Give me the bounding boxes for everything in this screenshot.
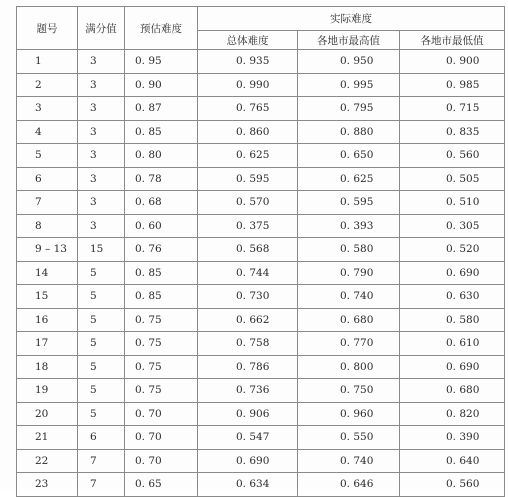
cell-region-min: 0. 690 — [400, 355, 505, 379]
cell-region-max: 0. 790 — [298, 261, 400, 285]
cell-question: 20 — [17, 402, 78, 426]
cell-estimated: 0. 87 — [125, 97, 198, 121]
cell-full-score: 3 — [78, 144, 125, 168]
cell-region-max: 0. 740 — [298, 285, 400, 309]
cell-question: 8 — [17, 214, 78, 238]
cell-overall: 0. 765 — [198, 97, 298, 121]
cell-full-score: 7 — [78, 473, 125, 497]
cell-region-min: 0. 630 — [400, 285, 505, 309]
table-row — [17, 449, 505, 473]
cell-full-score: 3 — [78, 167, 125, 191]
table-row — [17, 214, 505, 238]
table-row — [17, 332, 505, 356]
cell-region-min: 0. 900 — [400, 50, 505, 74]
cell-question: 17 — [17, 332, 78, 356]
table-header — [17, 7, 505, 50]
table-body — [17, 50, 505, 497]
table-row — [17, 144, 505, 168]
cell-overall: 0. 595 — [198, 167, 298, 191]
cell-question: 18 — [17, 355, 78, 379]
header-actual-difficulty: 实际难度 — [198, 7, 505, 31]
cell-region-min: 0. 715 — [400, 97, 505, 121]
cell-region-min: 0. 835 — [400, 120, 505, 144]
cell-region-min: 0. 510 — [400, 191, 505, 215]
cell-region-max: 0. 550 — [298, 426, 400, 450]
cell-region-min: 0. 520 — [400, 238, 505, 262]
cell-overall: 0. 634 — [198, 473, 298, 497]
cell-overall: 0. 730 — [198, 285, 298, 309]
cell-region-min: 0. 560 — [400, 473, 505, 497]
cell-full-score: 6 — [78, 426, 125, 450]
cell-estimated: 0. 85 — [125, 261, 198, 285]
cell-overall: 0. 568 — [198, 238, 298, 262]
cell-full-score: 3 — [78, 97, 125, 121]
cell-region-max: 0. 580 — [298, 238, 400, 262]
cell-estimated: 0. 85 — [125, 120, 198, 144]
cell-question: 5 — [17, 144, 78, 168]
header-overall-difficulty: 总体难度 — [198, 31, 298, 50]
cell-overall: 0. 662 — [198, 308, 298, 332]
cell-overall: 0. 758 — [198, 332, 298, 356]
cell-question: 9 – 13 — [17, 238, 78, 262]
cell-region-min: 0. 640 — [400, 449, 505, 473]
cell-estimated: 0. 80 — [125, 144, 198, 168]
cell-overall: 0. 690 — [198, 449, 298, 473]
cell-estimated: 0. 95 — [125, 50, 198, 74]
cell-full-score: 3 — [78, 214, 125, 238]
cell-region-min: 0. 505 — [400, 167, 505, 191]
table-row — [17, 167, 505, 191]
cell-full-score: 5 — [78, 308, 125, 332]
cell-question: 21 — [17, 426, 78, 450]
cell-question: 3 — [17, 97, 78, 121]
cell-question: 6 — [17, 167, 78, 191]
cell-full-score: 3 — [78, 50, 125, 74]
cell-question: 15 — [17, 285, 78, 309]
cell-region-min: 0. 690 — [400, 261, 505, 285]
cell-estimated: 0. 76 — [125, 238, 198, 262]
cell-question: 22 — [17, 449, 78, 473]
table-row — [17, 285, 505, 309]
cell-full-score: 15 — [78, 238, 125, 262]
cell-region-max: 0. 680 — [298, 308, 400, 332]
cell-full-score: 7 — [78, 449, 125, 473]
header-estimated-difficulty: 预估难度 — [125, 7, 198, 50]
cell-overall: 0. 547 — [198, 426, 298, 450]
cell-overall: 0. 744 — [198, 261, 298, 285]
table-row — [17, 426, 505, 450]
cell-full-score: 5 — [78, 285, 125, 309]
cell-question: 7 — [17, 191, 78, 215]
table-row — [17, 191, 505, 215]
cell-overall: 0. 935 — [198, 50, 298, 74]
table-row — [17, 238, 505, 262]
cell-question: 16 — [17, 308, 78, 332]
cell-full-score: 3 — [78, 120, 125, 144]
cell-overall: 0. 786 — [198, 355, 298, 379]
cell-full-score: 5 — [78, 332, 125, 356]
cell-estimated: 0. 70 — [125, 449, 198, 473]
cell-region-min: 0. 560 — [400, 144, 505, 168]
cell-region-min: 0. 985 — [400, 73, 505, 97]
cell-estimated: 0. 65 — [125, 473, 198, 497]
cell-region-max: 0. 880 — [298, 120, 400, 144]
header-full-score: 满分值 — [78, 7, 125, 50]
cell-overall: 0. 625 — [198, 144, 298, 168]
cell-overall: 0. 990 — [198, 73, 298, 97]
cell-region-min: 0. 820 — [400, 402, 505, 426]
cell-overall: 0. 736 — [198, 379, 298, 403]
cell-estimated: 0. 60 — [125, 214, 198, 238]
cell-region-min: 0. 390 — [400, 426, 505, 450]
cell-region-max: 0. 995 — [298, 73, 400, 97]
cell-full-score: 5 — [78, 379, 125, 403]
table-row — [17, 355, 505, 379]
cell-full-score: 5 — [78, 261, 125, 285]
cell-region-max: 0. 740 — [298, 449, 400, 473]
cell-overall: 0. 860 — [198, 120, 298, 144]
table-row — [17, 473, 505, 497]
cell-region-max: 0. 625 — [298, 167, 400, 191]
cell-full-score: 3 — [78, 73, 125, 97]
cell-overall: 0. 906 — [198, 402, 298, 426]
difficulty-table — [16, 6, 505, 497]
cell-estimated: 0. 78 — [125, 167, 198, 191]
table-row — [17, 379, 505, 403]
header-question: 题号 — [17, 7, 78, 50]
cell-region-max: 0. 393 — [298, 214, 400, 238]
cell-full-score: 5 — [78, 355, 125, 379]
cell-estimated: 0. 70 — [125, 426, 198, 450]
cell-region-max: 0. 646 — [298, 473, 400, 497]
cell-region-min: 0. 610 — [400, 332, 505, 356]
cell-region-min: 0. 680 — [400, 379, 505, 403]
table-row — [17, 402, 505, 426]
table-row — [17, 50, 505, 74]
cell-region-max: 0. 800 — [298, 355, 400, 379]
cell-overall: 0. 375 — [198, 214, 298, 238]
cell-question: 23 — [17, 473, 78, 497]
cell-region-max: 0. 595 — [298, 191, 400, 215]
cell-estimated: 0. 85 — [125, 285, 198, 309]
cell-question: 19 — [17, 379, 78, 403]
cell-estimated: 0. 75 — [125, 379, 198, 403]
cell-region-min: 0. 580 — [400, 308, 505, 332]
cell-region-min: 0. 305 — [400, 214, 505, 238]
cell-region-max: 0. 950 — [298, 50, 400, 74]
cell-full-score: 3 — [78, 191, 125, 215]
table-row — [17, 308, 505, 332]
header-region-max: 各地市最高值 — [298, 31, 400, 50]
table-row — [17, 73, 505, 97]
cell-region-max: 0. 795 — [298, 97, 400, 121]
cell-region-max: 0. 650 — [298, 144, 400, 168]
cell-estimated: 0. 70 — [125, 402, 198, 426]
header-region-min: 各地市最低值 — [400, 31, 505, 50]
cell-estimated: 0. 75 — [125, 332, 198, 356]
cell-estimated: 0. 75 — [125, 355, 198, 379]
cell-region-max: 0. 750 — [298, 379, 400, 403]
cell-question: 4 — [17, 120, 78, 144]
cell-overall: 0. 570 — [198, 191, 298, 215]
cell-estimated: 0. 90 — [125, 73, 198, 97]
cell-question: 1 — [17, 50, 78, 74]
cell-full-score: 5 — [78, 402, 125, 426]
table-row — [17, 261, 505, 285]
cell-question: 14 — [17, 261, 78, 285]
cell-question: 2 — [17, 73, 78, 97]
table-row — [17, 97, 505, 121]
cell-region-max: 0. 960 — [298, 402, 400, 426]
table-row — [17, 120, 505, 144]
cell-estimated: 0. 68 — [125, 191, 198, 215]
cell-region-max: 0. 770 — [298, 332, 400, 356]
cell-estimated: 0. 75 — [125, 308, 198, 332]
